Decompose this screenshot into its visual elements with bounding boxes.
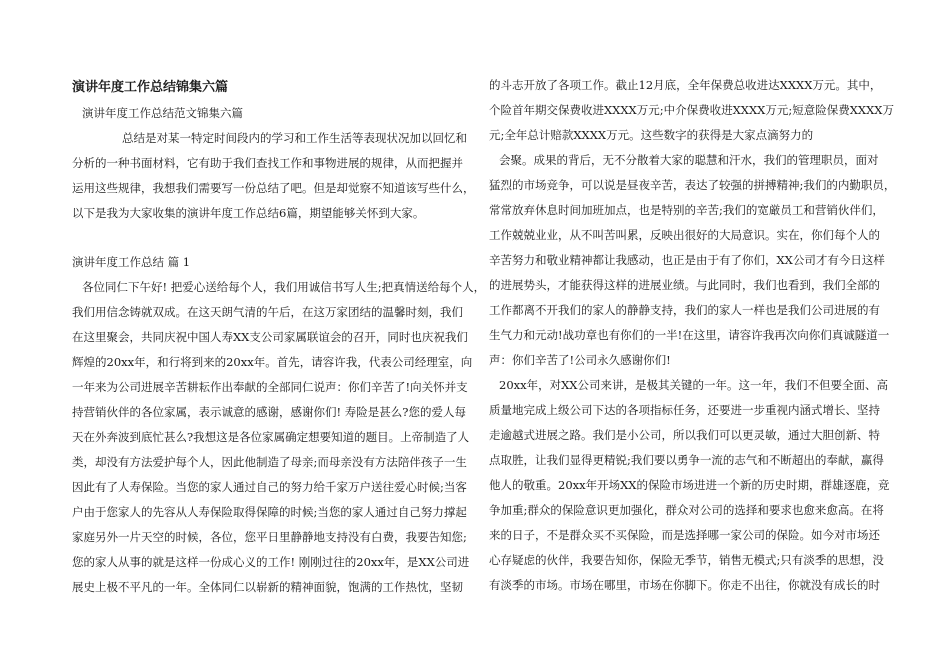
body-line: 猛烈的市场竞争，可以说是昼夜辛苦，表达了较强的拼搏精神;我们的内勤职员，	[489, 178, 896, 192]
body-line: 展史上极不平凡的一年。全体同仁以崭新的精神面貌，饱满的工作热忱，坚韧	[72, 580, 463, 594]
intro-line: 分析的一种书面材料，它有助于我们查找工作和事物进展的规律，从而把握并	[72, 156, 463, 170]
body-line: 有淡季的市场。市场在哪里，市场在你脚下。你走不出往，你就没有成长的时	[489, 578, 880, 592]
body-line: 持营销伙伴的各位家属，表示诚意的感谢，感谢你们! 寿险是甚么?您的爱人每	[72, 405, 466, 419]
body-line: 生气力和元动!战功章也有你们的一半!在这里，请容许我再次向你们真诚隧道一	[489, 328, 890, 342]
intro-line: 总结是对某一特定时间段内的学习和工作生活等表现状况加以回忆和	[122, 131, 467, 145]
body-line: 个险首年期交保费收进XXXX万元;中介保费收进XXXX万元;短意险保费XXXX万	[489, 103, 894, 117]
body-line: 心存疑虑的伙伴，我要告知你，保险无季节，销售无模式;只有淡季的思想，没	[489, 553, 884, 567]
body-line: 户由于您家人的先容从人寿保险取得保障的时候;当您的家人通过自己努力撑起	[72, 505, 467, 519]
body-line: 工作都离不开我们的家人的静静支持，我们的家人一样也是我们公司进展的有	[489, 303, 880, 317]
body-line: 您的家人从事的就是这样一份成心义的工作! 刚刚过往的20xx年，是XX公司进	[72, 555, 470, 569]
body-line: 一年来为公司进展辛苦耕耘作出奉献的全部同仁说声：你们辛苦了!向关怀并支	[72, 380, 468, 394]
document-title: 演讲年度工作总结锦集六篇	[72, 80, 229, 95]
body-line: 质量地完成上级公司下达的各项指标任务，还要进一步重视内涵式增长、坚持	[489, 403, 880, 417]
body-line: 工作兢兢业业，从不叫苦叫累，反映出很好的大局意识。实在，你们每个人的	[489, 228, 880, 242]
body-line: 辛苦努力和敬业精神都让我感动，也正是由于有了你们，XX公司才有今日这样	[489, 253, 885, 267]
intro-line: 以下是我为大家收集的演讲年度工作总结6篇，期望能够关怀到大家。	[72, 206, 425, 220]
section-heading: 演讲年度工作总结 篇 1	[72, 255, 191, 269]
body-line: 各位同仁下午好! 把爱心送给每个人，我们用诚信书写人生;把真情送给每个人，	[82, 280, 486, 294]
body-line: 点取胜，让我们显得更精锐;我们要以勇争一流的志气和不断超出的奉献，赢得	[489, 453, 884, 467]
body-line: 因此有了人寿保险。当您的家人通过自己的努力给千家万户送往爱心时候;当客	[72, 480, 467, 494]
body-line: 在这里聚会，共同庆祝中国人寿XX支公司家属联谊会的召开，同时也庆祝我们	[72, 330, 468, 344]
body-line: 的进展势头，才能获得这样的进展业绩。与此同时，我们也看到，我们全部的	[489, 278, 880, 292]
intro-line: 运用这些规律，我想我们需要写一份总结了吧。但是却觉察不知道该写些什么，	[72, 181, 475, 195]
body-line: 天在外奔波到底忙甚么?我想这是各位家属确定想要知道的题目。上帝制造了人	[72, 430, 470, 444]
body-line: 他人的敬重。20xx年开场XX的保险市场进进一个新的历史时期，群雄逐鹿，竞	[489, 478, 890, 492]
body-line: 的斗志开放了各项工作。截止12月底，全年保费总收进达XXXX万元。其中，	[489, 78, 882, 92]
body-line: 我们用信念铸就双成。在这天朗气清的午后，在这万家团结的温馨时刻，我们	[72, 305, 463, 319]
body-line: 走逾越式进展之路。我们是小公司，所以我们可以更灵敏，通过大胆创新、特	[489, 428, 880, 442]
document-subtitle: 演讲年度工作总结范文锦集六篇	[82, 106, 243, 120]
body-line: 类，却没有方法爱护每个人，因此他制造了母亲;而母亲没有方法陪伴孩子一生	[72, 455, 467, 469]
body-line: 20xx年，对XX公司来讲，是极其关键的一年。这一年，我们不但要全面、高	[499, 378, 888, 392]
body-line: 声：你们辛苦了!公司永久感谢你们!	[489, 353, 671, 367]
body-line: 元;全年总计赔款XXXX万元。这些数字的获得是大家点滴努力的	[489, 128, 814, 142]
body-line: 常常放弃休息时间加班加点，也是特别的辛苦;我们的宽厳员工和营销伙伴们，	[489, 203, 884, 217]
body-line: 会聚。成果的背后，无不分散着大家的聪慧和汗水，我们的管理职员，面对	[499, 153, 879, 167]
body-line: 辉煌的20xx年，和行将到来的20xx年。首先，请容许我，代表公司经理室，向	[72, 355, 473, 369]
body-line: 家庭另外一片天空的时候，各位，您平日里静静地支持没有白费，我要告知您;	[72, 530, 467, 544]
body-line: 来的日子，不是群众买不买保险，而是选择哪一家公司的保险。如今对市场还	[489, 528, 880, 542]
body-line: 争加重;群众的保险意识更加强化，群众对公司的选择和要求也愈来愈高。在将	[489, 503, 884, 517]
